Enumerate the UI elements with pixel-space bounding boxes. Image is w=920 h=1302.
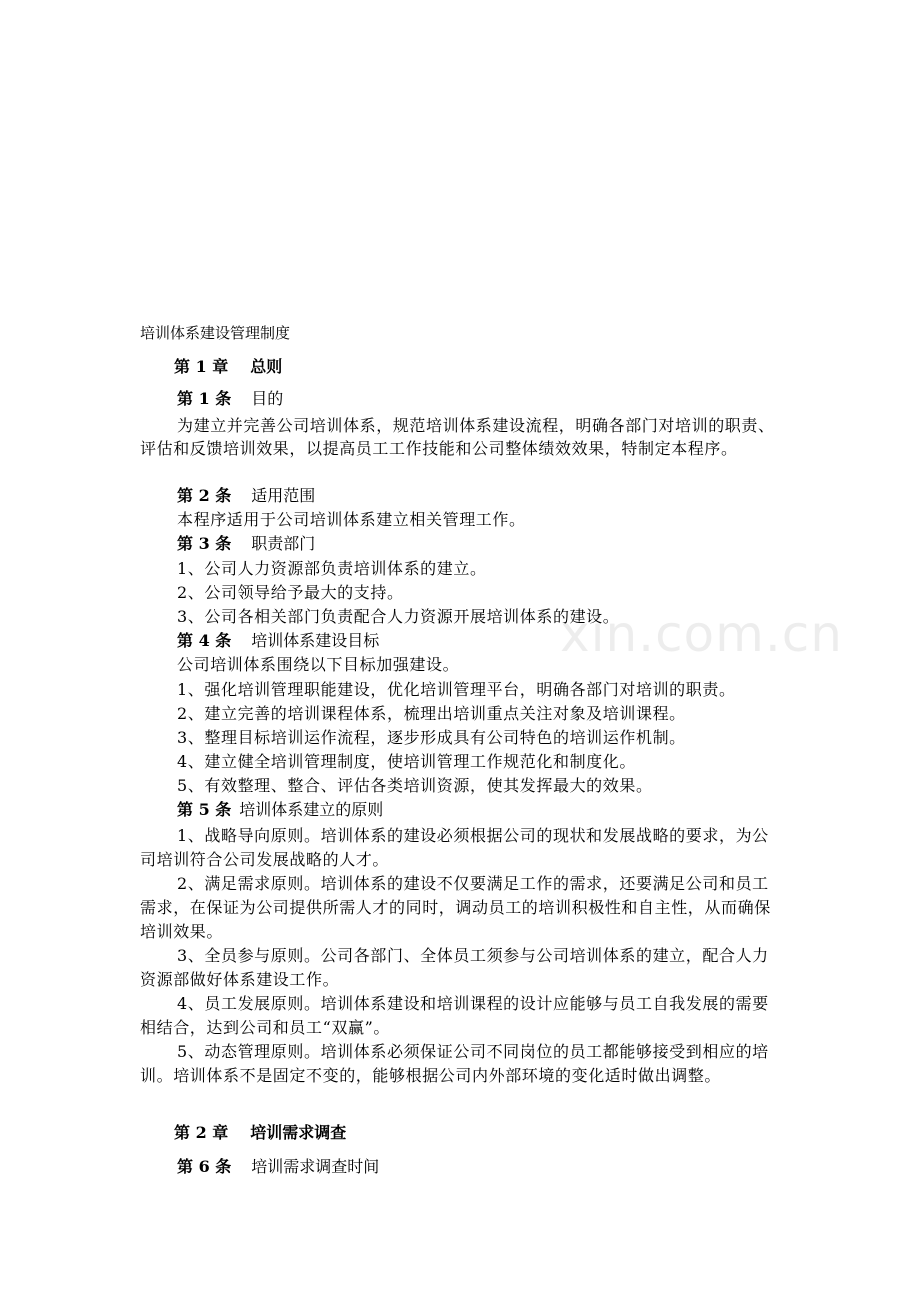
article-2-heading — [177, 486, 315, 506]
article-5-heading — [177, 800, 383, 820]
article-3-item: 1、公司人力资源部负责培训体系的建立。 — [177, 559, 487, 578]
chapter-2-label: 第 2 章 — [174, 1123, 229, 1142]
article-2-body: 本程序适用于公司培训体系建立相关管理工作。 — [177, 510, 526, 529]
document-title: 培训体系建设管理制度 — [140, 324, 291, 342]
chapter-2-title: 培训需求调查 — [250, 1123, 347, 1142]
chapter-1-label: 第 1 章 — [174, 357, 229, 376]
article-2-title: 适用范围 — [251, 486, 316, 505]
article-4-item: 5、有效整理、整合、评估各类培训资源，使其发挥最大的效果。 — [177, 776, 653, 795]
article-4-heading — [177, 631, 379, 651]
article-5-item: 4、员工发展原则。培训体系建设和培训课程的设计应能够与员工自我发展的需要相结合，达到公司和员工“双赢”。 — [140, 994, 769, 1037]
article-4-item: 1、强化培训管理职能建设，优化培训管理平台，明确各部门对培训的职责。 — [177, 680, 736, 699]
article-1-title: 目的 — [251, 389, 284, 408]
article-5-item: 1、战略导向原则。培训体系的建设必须根据公司的现状和发展战略的要求，为公司培训符合公司发展战略的人才。 — [140, 826, 769, 869]
article-3-title: 职责部门 — [251, 534, 316, 553]
chapter-1-title: 总则 — [250, 357, 283, 376]
article-3-heading — [177, 534, 315, 554]
article-4-item: 2、建立完善的培训课程体系，梳理出培训重点关注对象及培训课程。 — [177, 704, 686, 723]
article-2-label: 第 2 条 — [177, 486, 232, 505]
article-1-label: 第 1 条 — [177, 389, 232, 408]
chapter-2-heading — [174, 1123, 346, 1143]
article-5-title: 培训体系建立的原则 — [239, 800, 384, 819]
article-6-heading — [177, 1157, 379, 1177]
article-4-item: 4、建立健全培训管理制度，使培训管理工作规范化和制度化。 — [177, 752, 636, 771]
article-4-title: 培训体系建设目标 — [251, 631, 380, 650]
article-5-item: 5、动态管理原则。培训体系必须保证公司不同岗位的员工都能够接受到相应的培训。培训体系不是固定不变的，能够根据公司内外部环境的变化适时做出调整。 — [140, 1042, 769, 1085]
article-5-label: 第 5 条 — [177, 800, 232, 819]
watermark: xin.com.cn — [560, 605, 843, 663]
article-4-label: 第 4 条 — [177, 631, 232, 650]
article-1-heading — [177, 389, 283, 409]
article-5-item: 2、满足需求原则。培训体系的建设不仅要满足工作的需求，还要满足公司和员工需求，在保证为公司提供所需人才的同时，调动员工的培训积极性和自主性，从而确保培训效果。 — [140, 874, 771, 941]
article-4-intro: 公司培训体系围绕以下目标加强建设。 — [177, 655, 460, 674]
article-1-body: 为建立并完善公司培训体系，规范培训体系建设流程，明确各部门对培训的职责、评估和反馈培训效果，以提高员工工作技能和公司整体绩效效果，特制定本程序。 — [140, 416, 775, 458]
article-3-item: 3、公司各相关部门负责配合人力资源开展培训体系的建设。 — [177, 607, 620, 626]
article-6-label: 第 6 条 — [177, 1157, 232, 1176]
article-5-item: 3、全员参与原则。公司各部门、全体员工须参与公司培训体系的建立，配合人力资源部做好体系建设工作。 — [140, 946, 769, 989]
article-3-label: 第 3 条 — [177, 534, 232, 553]
chapter-1-heading — [174, 357, 282, 377]
article-4-item: 3、整理目标培训运作流程，逐步形成具有公司特色的培训运作机制。 — [177, 728, 686, 747]
article-6-title: 培训需求调查时间 — [251, 1157, 380, 1176]
article-3-item: 2、公司领导给予最大的支持。 — [177, 583, 404, 602]
